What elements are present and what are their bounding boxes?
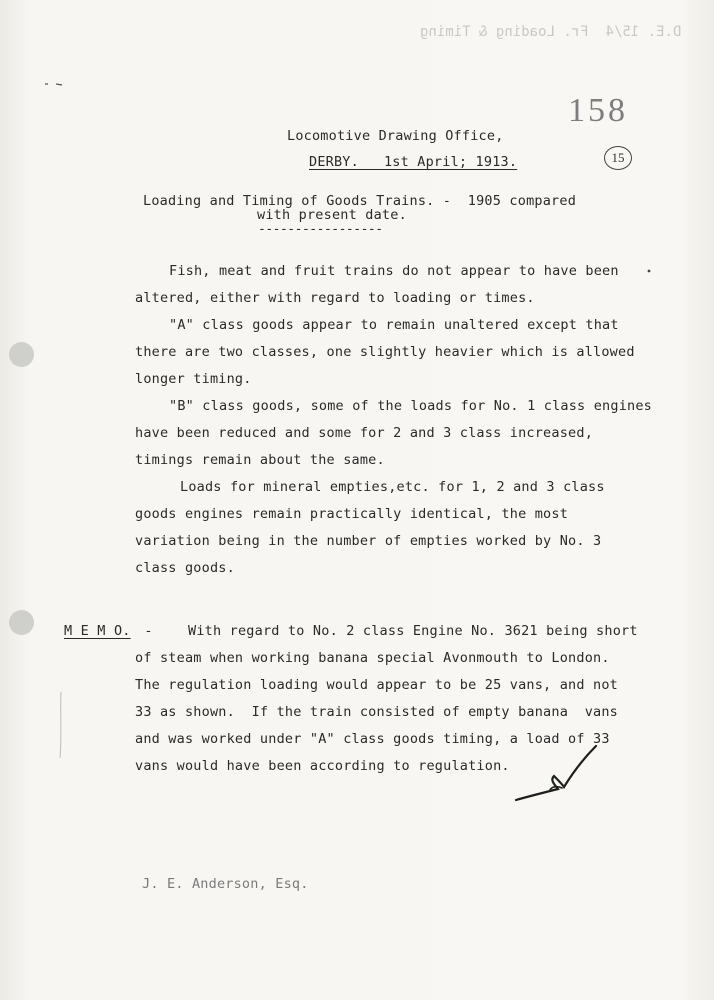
body-line-6: "B" class goods, some of the loads for No. 1 class engines <box>169 398 653 414</box>
ink-dot <box>646 268 652 274</box>
body-line-11: variation being in the number of empties worked by No. 3 <box>135 533 602 549</box>
office-heading: Locomotive Drawing Office, <box>287 128 504 144</box>
body-line-3: "A" class goods appear to remain unaltered except that <box>169 317 619 333</box>
circled-folio-mark: 15 <box>604 146 632 170</box>
body-line-10: goods engines remain practically identical, the most <box>135 506 569 522</box>
memo-line-1: With regard to No. 2 class Engine No. 3621 being short <box>188 623 638 639</box>
body-line-5: longer timing. <box>135 371 252 387</box>
memo-line-6: vans would have been according to regulation. <box>135 758 510 774</box>
memo-line-5: and was worked under "A" class goods timing, a load of 33 <box>135 731 610 747</box>
body-line-4: there are two classes, one slightly heavier which is allowed <box>135 344 635 360</box>
margin-tick-marks <box>44 80 66 88</box>
place-date: DERBY. 1st April; 1913. <box>309 154 518 170</box>
addressee: J. E. Anderson, Esq. <box>142 876 309 892</box>
body-line-12: class goods. <box>135 560 235 576</box>
body-line-8: timings remain about the same. <box>135 452 385 468</box>
body-line-1: Fish, meat and fruit trains do not appear to have been <box>169 263 619 279</box>
page-number: 158 <box>568 92 628 129</box>
bleed-through-text: D.E. 15/4 Fr. Loading & Timing <box>420 24 682 40</box>
memo-dash: - <box>136 623 153 639</box>
punch-hole-top <box>9 342 34 367</box>
punch-hole-bottom <box>9 610 34 635</box>
subject-line-2: with present date. <box>257 207 407 223</box>
memo-line-2: of steam when working banana special Avonmouth to London. <box>135 650 610 666</box>
memo-line-3: The regulation loading would appear to be 25 vans, and not <box>135 677 619 693</box>
subject-line-1: Loading and Timing of Goods Trains. - 1905 compared <box>143 193 577 209</box>
handwritten-initials <box>510 740 605 805</box>
margin-pencil-mark <box>55 690 67 760</box>
body-line-2: altered, either with regard to loading or times. <box>135 290 535 306</box>
memo-label: M E M O. <box>64 623 131 639</box>
memo-line-4: 33 as shown. If the train consisted of empty banana vans <box>135 704 619 720</box>
body-line-9: Loads for mineral empties,etc. for 1, 2 and 3 class <box>180 479 605 495</box>
body-line-7: have been reduced and some for 2 and 3 class increased, <box>135 425 594 441</box>
subject-rule: ----------------- <box>258 222 383 237</box>
